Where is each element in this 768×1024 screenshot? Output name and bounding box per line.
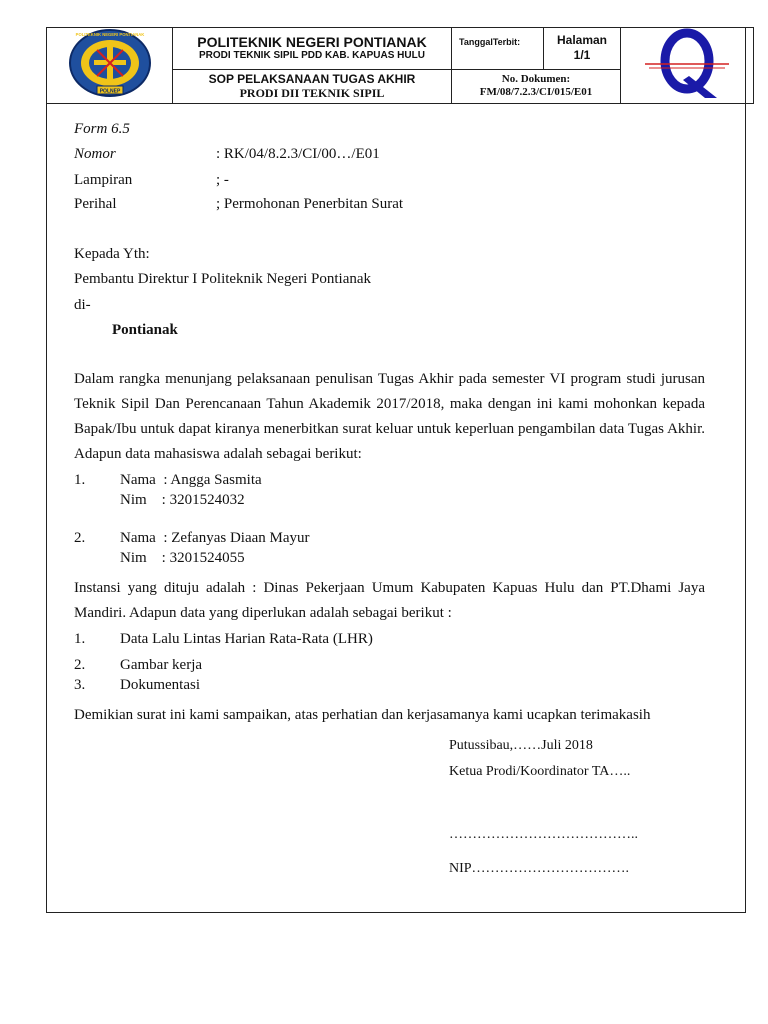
student-2-number: 2. xyxy=(74,530,86,546)
place-date: Putussibau,……Juli 2018 xyxy=(449,738,593,753)
lampiran-label: Lampiran xyxy=(74,172,133,188)
no-dokumen-label: No. Dokumen: xyxy=(501,73,571,86)
data-item-1-text: Data Lalu Lintas Harian Rata-Rata (LHR) xyxy=(120,631,373,647)
program-name: PRODI DII TEKNIK SIPIL xyxy=(239,86,385,101)
perihal-label: Perihal xyxy=(74,196,117,212)
logo-tag: POLNEP xyxy=(99,88,120,95)
document-header xyxy=(46,27,754,104)
data-item-3-number: 3. xyxy=(74,677,86,693)
polnep-logo-icon xyxy=(67,28,153,98)
halaman-label: Halaman xyxy=(556,33,608,48)
data-item-2-number: 2. xyxy=(74,657,86,673)
student-1-name: Nama : Angga Sasmita xyxy=(120,472,262,488)
nip-line: NIP……………………………. xyxy=(449,861,630,876)
recipient-city: Pontianak xyxy=(112,322,178,338)
nomor-label: Nomor xyxy=(74,146,116,162)
halaman-cell xyxy=(544,28,621,70)
di-label: di- xyxy=(74,297,91,313)
form-number: Form 6.5 xyxy=(74,121,130,137)
no-dokumen-cell xyxy=(452,69,621,103)
data-item-2-text: Gambar kerja xyxy=(120,657,203,673)
no-dokumen-value: FM/08/7.2.3/CI/015/E01 xyxy=(479,86,593,99)
student-1-number: 1. xyxy=(74,472,86,488)
tanggal-label: TanggalTerbit: xyxy=(459,37,521,47)
tanggal-cell xyxy=(452,28,544,70)
student-2-nim: Nim : 3201524055 xyxy=(120,550,245,566)
institution-logo-cell xyxy=(47,28,173,104)
header-title-cell xyxy=(173,28,452,70)
student-2-name: Nama : Zefanyas Diaan Mayur xyxy=(120,530,310,546)
data-item-3-text: Dokumentasi xyxy=(120,677,200,693)
student-1-nim: Nim : 3201524032 xyxy=(120,492,245,508)
nomor-value: : RK/04/8.2.3/CI/00…/E01 xyxy=(216,146,380,162)
recipient: Pembantu Direktur I Politeknik Negeri Pontianak xyxy=(74,271,372,287)
institution-name: POLITEKNIK NEGERI PONTIANAK xyxy=(197,34,427,51)
q-quality-logo-icon xyxy=(627,28,747,98)
lampiran-value: ; - xyxy=(216,172,229,188)
kepada-label: Kepada Yth: xyxy=(74,246,150,262)
signature-line: ………………………………….. xyxy=(449,827,638,842)
data-item-1-number: 1. xyxy=(74,631,86,647)
paragraph-intro: Dalam rangka menunjang pelaksanaan penulisan Tugas Akhir pada semester VI program studi jurusan Teknik Sipil Dan Perencanaan Tahun Akademik 2017/2018, maka dengan ini kami mohonkan kepada Bapak/Ibu untuk dapat kiranya menerbitkan surat keluar untuk keperluan pengambilan data Tugas Akhir. Adapun data mahasiswa adalah sebagai berikut: xyxy=(74,371,705,462)
closing-sentence: Demikian surat ini kami sampaikan, atas perhatian dan kerjasamanya kami ucapkan terimakasih xyxy=(74,707,651,723)
paragraph-instansi: Instansi yang dituju adalah : Dinas Pekerjaan Umum Kabupaten Kapuas Hulu dan PT.Dhami Jaya Mandiri. Adapun data yang diperlukan adalah sebagai berikut : xyxy=(74,580,705,621)
signer-title: Ketua Prodi/Koordinator TA….. xyxy=(449,764,631,779)
document-frame xyxy=(46,27,746,913)
program-unit: PRODI TEKNIK SIPIL PDD KAB. KAPUAS HULU xyxy=(199,50,425,62)
halaman-value: 1/1 xyxy=(573,48,591,63)
header-sop-cell xyxy=(173,69,452,103)
perihal-value: ; Permohonan Penerbitan Surat xyxy=(216,196,404,212)
sop-title: SOP PELAKSANAAN TUGAS AKHIR xyxy=(208,72,416,87)
quality-logo-cell xyxy=(621,28,754,104)
logo-ring-text: POLITEKNIK NEGERI PONTIANAK xyxy=(75,32,144,37)
